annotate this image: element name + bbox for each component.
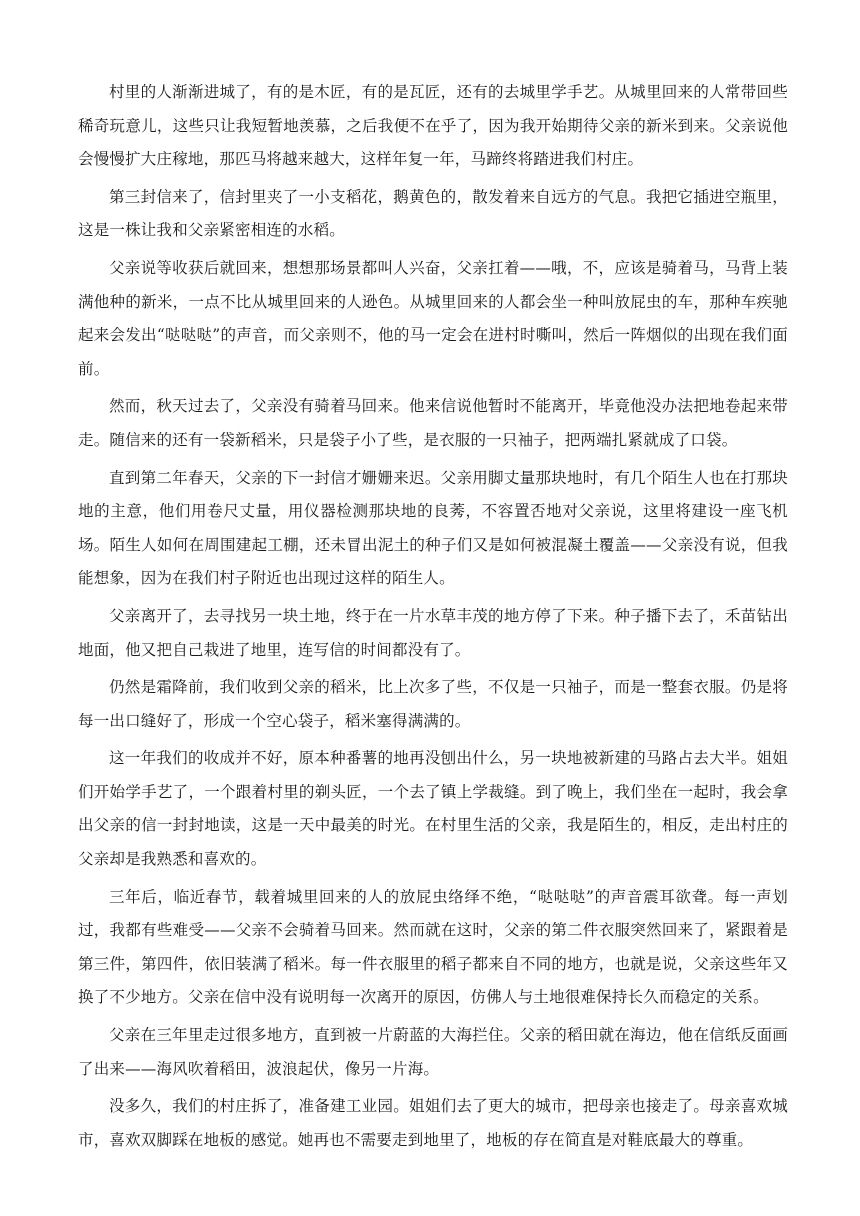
document-body (78, 76, 788, 1161)
paragraph-5: 直到第二年春天，父亲的下一封信才姗姗来迟。父亲用脚丈量那块地时，有几个陌生人也在打那块地的主意，他们用卷尺丈量，用仪器检测那块地的良莠，不容置否地对父亲说，这里将建设一座飞机场。陌生人如何在周围建起工棚，还未冒出泥土的种子们又是如何被混凝土覆盖——父亲没有说，但我能想象，因为在我们村子附近也出现过这样的陌生人。 (78, 468, 788, 588)
paragraph-2: 第三封信来了，信封里夹了一小支稻花，鹅黄色的，散发着来自远方的气息。我把它插进空瓶里，这是一株让我和父亲紧密相连的水稻。 (78, 187, 788, 240)
paragraph-9: 三年后，临近春节，载着城里回来的人的放屁虫络绎不绝，“哒哒哒”的声音震耳欲聋。每一声划过，我都有些难受——父亲不会骑着马回来。然而就在这时，父亲的第二件衣服突然回来了，紧跟着是第三件，第四件，依旧装满了稻米。每一件衣服里的稻子都来自不同的地方，也就是说，父亲这些年又换了不少地方。父亲在信中没有说明每一次离开的原因，仿佛人与土地很难保持长久而稳定的关系。 (78, 887, 788, 1007)
paragraph-8: 这一年我们的收成并不好，原本种番薯的地再没刨出什么，另一块地被新建的马路占去大半。姐姐们开始学手艺了，一个跟着村里的剃头匠，一个去了镇上学裁缝。到了晚上，我们坐在一起时，我会拿出父亲的信一封封地读，这是一天中最美的时光。在村里生活的父亲，我是陌生的，相反，走出村庄的父亲却是我熟悉和喜欢的。 (78, 749, 788, 869)
paragraph-3: 父亲说等收获后就回来，想想那场景都叫人兴奋，父亲扛着——哦，不，应该是骑着马，马背上装满他种的新米，一点不比从城里回来的人逊色。从城里回来的人都会坐一种叫放屁虫的车，那种车疾驰起来会发出“哒哒哒”的声音，而父亲则不，他的马一定会在进村时嘶叫，然后一阵烟似的出现在我们面前。 (78, 258, 788, 378)
paragraph-11: 没多久，我们的村庄拆了，准备建工业园。姐姐们去了更大的城市，把母亲也接走了。母亲喜欢城市，喜欢双脚踩在地板的感觉。她再也不需要走到地里了，地板的存在简直是对鞋底最大的尊重。 (78, 1097, 788, 1149)
paragraph-10: 父亲在三年里走过很多地方，直到被一片蔚蓝的大海拦住。父亲的稻田就在海边，他在信纸反面画了出来——海风吹着稻田，波浪起伏，像另一片海。 (78, 1026, 788, 1078)
paragraph-7: 仍然是霜降前，我们收到父亲的稻米，比上次多了些，不仅是一只袖子，而是一整套衣服。仍是将每一出口缝好了，形成一个空心袋子，稻米塞得满满的。 (78, 678, 788, 730)
paragraph-6: 父亲离开了，去寻找另一块土地，终于在一片水草丰茂的地方停了下来。种子播下去了，禾苗钻出地面，他又把自己栽进了地里，连写信的时间都没有了。 (78, 606, 788, 659)
paragraph-1: 村里的人渐渐进城了，有的是木匠，有的是瓦匠，还有的去城里学手艺。从城里回来的人常带回些稀奇玩意儿，这些只让我短暂地羡慕，之后我便不在乎了，因为我开始期待父亲的新米到来。父亲说他会慢慢扩大庄稼地，那匹马将越来越大，这样年复一年，马蹄终将踏进我们村庄。 (78, 83, 788, 169)
paragraph-4: 然而，秋天过去了，父亲没有骑着马回来。他来信说他暂时不能离开，毕竟他没办法把地卷起来带走。随信来的还有一袋新稻米，只是袋子小了些，是衣服的一只袖子，把两端扎紧就成了口袋。 (78, 397, 788, 449)
